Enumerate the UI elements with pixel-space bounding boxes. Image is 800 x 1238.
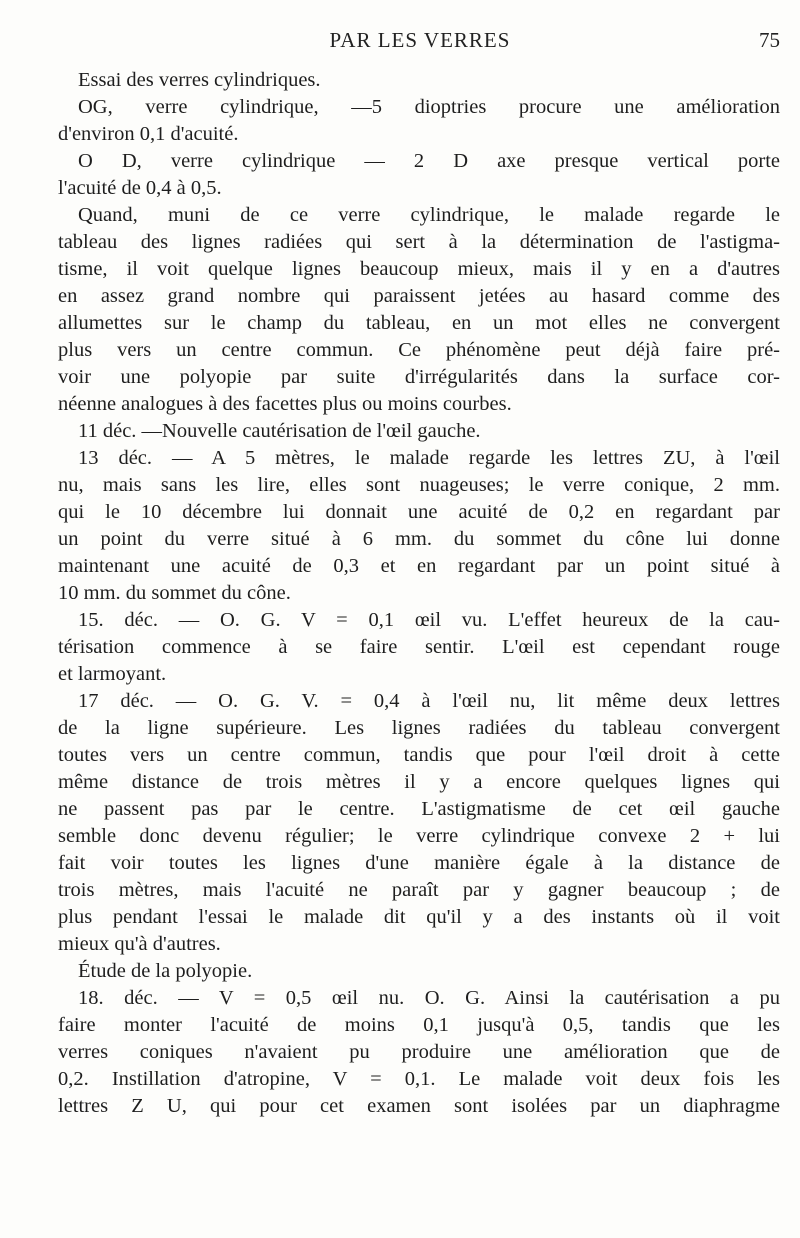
- text-line: allumettes sur le champ du tableau, en un mot elles ne convergent: [58, 312, 780, 334]
- text-line: fait voir toutes les lignes d'une manière égale à la distance de: [58, 852, 780, 874]
- text-line: 0,2. Instillation d'atropine, V = 0,1. Le malade voit deux fois les: [58, 1068, 780, 1090]
- text-line: tableau des lignes radiées qui sert à la détermination de l'astigma-: [58, 231, 780, 253]
- text-line: trois mètres, mais l'acuité ne paraît par y gagner beaucoup ; de: [58, 879, 780, 901]
- running-header: [60, 28, 780, 58]
- text-line: verres coniques n'avaient pu produire une amélioration que de: [58, 1041, 780, 1063]
- text-line: néenne analogues à des facettes plus ou moins courbes.: [58, 393, 512, 415]
- text-line: Essai des verres cylindriques.: [78, 69, 321, 91]
- text-line: plus vers un centre commun. Ce phénomène peut déjà faire pré-: [58, 339, 780, 361]
- text-line: en assez grand nombre qui paraissent jetées au hasard comme des: [58, 285, 780, 307]
- text-line: 10 mm. du sommet du cône.: [58, 582, 291, 604]
- text-line: nu, mais sans les lire, elles sont nuageuses; le verre conique, 2 mm.: [58, 474, 780, 496]
- text-line: même distance de trois mètres il y a encore quelques lignes qui: [58, 771, 780, 793]
- text-line: toutes vers un centre commun, tandis que pour l'œil droit à cette: [58, 744, 780, 766]
- text-line: maintenant une acuité de 0,3 et en regardant par un point situé à: [58, 555, 780, 577]
- text-line: et larmoyant.: [58, 663, 167, 685]
- text-line: ne passent pas par le centre. L'astigmatisme de cet œil gauche: [58, 798, 780, 820]
- page-number: 75: [759, 28, 780, 52]
- text-line: plus pendant l'essai le malade dit qu'il y a des instants où il voit: [58, 906, 780, 928]
- text-line: 11 déc. —Nouvelle cautérisation de l'œil gauche.: [78, 420, 481, 442]
- running-title: PAR LES VERRES: [329, 28, 511, 52]
- text-line: O D, verre cylindrique — 2 D axe presque vertical porte: [78, 150, 780, 172]
- text-body: [58, 67, 780, 1120]
- text-line: 18. déc. — V = 0,5 œil nu. O. G. Ainsi la cautérisation a pu: [78, 987, 780, 1009]
- text-line: tisme, il voit quelque lignes beaucoup mieux, mais il y en a d'autres: [58, 258, 780, 280]
- text-line: 17 déc. — O. G. V. = 0,4 à l'œil nu, lit même deux lettres: [78, 690, 780, 712]
- text-line: l'acuité de 0,4 à 0,5.: [58, 177, 222, 199]
- text-line: OG, verre cylindrique, —5 dioptries procure une amélioration: [78, 96, 780, 118]
- text-line: Quand, muni de ce verre cylindrique, le malade regarde le: [78, 204, 780, 226]
- text-line: faire monter l'acuité de moins 0,1 jusqu'à 0,5, tandis que les: [58, 1014, 780, 1036]
- text-line: qui le 10 décembre lui donnait une acuité de 0,2 en regardant par: [58, 501, 780, 523]
- text-line: de la ligne supérieure. Les lignes radiées du tableau convergent: [58, 717, 780, 739]
- text-line: 15. déc. — O. G. V = 0,1 œil vu. L'effet heureux de la cau-: [78, 609, 780, 631]
- text-line: lettres Z U, qui pour cet examen sont isolées par un diaphragme: [58, 1095, 780, 1117]
- text-line: mieux qu'à d'autres.: [58, 933, 221, 955]
- text-line: semble donc devenu régulier; le verre cylindrique convexe 2 + lui: [58, 825, 780, 847]
- section-heading: Étude de la polyopie.: [78, 960, 253, 982]
- text-line: d'environ 0,1 d'acuité.: [58, 123, 239, 145]
- text-line: un point du verre situé à 6 mm. du sommet du cône lui donne: [58, 528, 780, 550]
- text-line: térisation commence à se faire sentir. L'œil est cependant rouge: [58, 636, 780, 658]
- text-line: 13 déc. — A 5 mètres, le malade regarde les lettres ZU, à l'œil: [78, 447, 780, 469]
- text-line: voir une polyopie par suite d'irrégularités dans la surface cor-: [58, 366, 780, 388]
